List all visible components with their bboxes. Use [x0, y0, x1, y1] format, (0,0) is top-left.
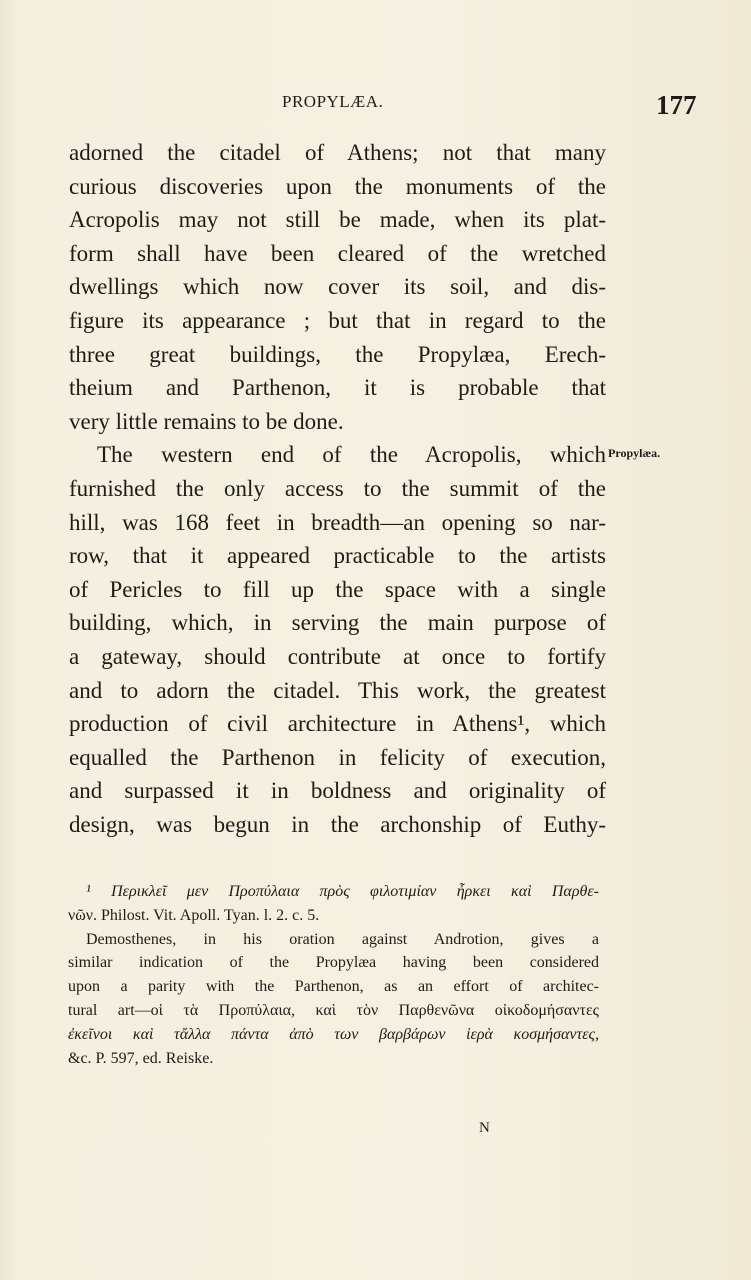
text-line: figure its appearance ; but that in regard to the: [69, 307, 606, 333]
running-title: PROPYLÆA.: [282, 92, 384, 111]
text-line: The western end of the Acropolis, which: [97, 442, 606, 468]
footnote-line: &c. P. 597, ed. Reiske.: [68, 1049, 214, 1067]
text-line: curious discoveries upon the monuments of the: [69, 173, 606, 199]
text-line: very little remains to be done.: [69, 408, 344, 434]
footnote-line: νῶν. Philost. Vit. Apoll. Tyan. l. 2. c. 5.: [68, 906, 320, 924]
text-line: furnished the only access to the summit of the: [69, 475, 606, 501]
text-line: adorned the citadel of Athens; not that many: [69, 140, 606, 165]
margin-note: Propylæa.: [608, 446, 661, 460]
footnote-line: upon a parity with the Parthenon, as an effort of architec-: [68, 978, 599, 996]
text-line: building, which, in serving the main purpose of: [69, 610, 606, 636]
text-line: a gateway, should contribute at once to fortify: [69, 643, 606, 669]
text-line: equalled the Parthenon in felicity of execution,: [69, 744, 606, 770]
text-line: production of civil architecture in Athens¹, which: [69, 711, 606, 737]
text-line: Acropolis may not still be made, when its plat-: [69, 207, 606, 233]
footnotes: [68, 880, 599, 1070]
text-line: three great buildings, the Propylæa, Erech-: [69, 341, 606, 367]
footnote-line: tural art—οἱ τὰ Προπύλαια, καὶ τὸν Παρθενῶνα οἰκοδομήσαντες: [68, 1001, 599, 1019]
text-line: of Pericles to fill up the space with a single: [69, 576, 606, 602]
text-line: theium and Parthenon, it is probable that: [69, 375, 606, 401]
footnote-line: ¹ Περικλεῖ μεν Προπύλαια πρὸς φιλοτιμίαν ἦρκει καὶ Παρθε-: [86, 883, 599, 900]
text-line: and to adorn the citadel. This work, the greatest: [69, 677, 606, 703]
text-line: and surpassed it in boldness and originality of: [69, 778, 606, 804]
text-line: hill, was 168 feet in breadth—an opening so nar-: [69, 509, 606, 535]
footnote-line: Demosthenes, in his oration against Androtion, gives a: [86, 930, 599, 948]
page-number: 177: [656, 90, 697, 120]
text-line: design, was begun in the archonship of Euthy-: [69, 811, 606, 837]
body-text: [69, 136, 606, 841]
footnote-line: ἐκεῖνοι καὶ τἄλλα πάντα ἀπὸ των βαρβάρων ἱερὰ κοσμήσαντες,: [68, 1025, 599, 1043]
footnote-line: similar indication of the Propylæa having been considered: [68, 954, 599, 972]
signature-mark: N: [479, 1120, 490, 1136]
text-line: dwellings which now cover its soil, and dis-: [69, 274, 606, 300]
text-line: row, that it appeared practicable to the artists: [69, 543, 606, 569]
text-line: form shall have been cleared of the wretched: [69, 240, 606, 266]
